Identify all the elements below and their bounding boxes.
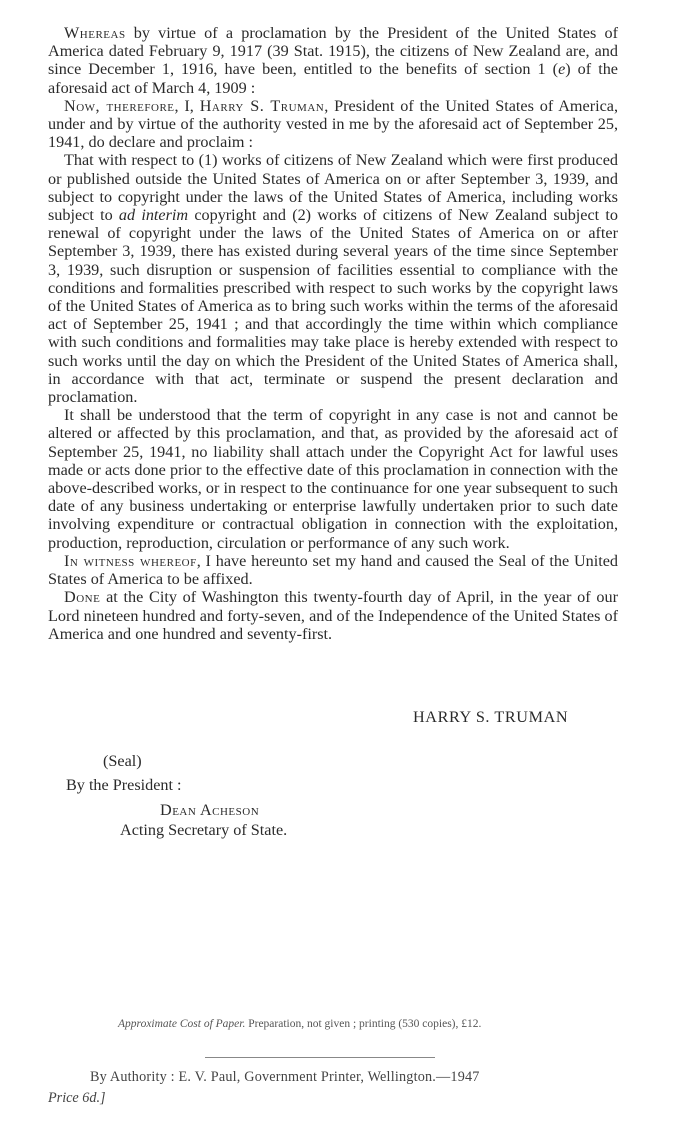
lead-whereas: Whereas — [64, 24, 126, 42]
paragraph-now-therefore — [48, 97, 618, 152]
paragraph-text: by virtue of a proclamation by the President of the United States of America dated February 9, 1917 (39 Stat. 1915), the citizens of New Zealand are, and since December 1, 1916, have been, entitled to the benefits of section 1 ( — [48, 24, 618, 79]
printer-line: By Authority : E. V. Paul, Government Printer, Wellington.—1947 — [90, 1069, 480, 1085]
paragraph-done — [48, 588, 618, 643]
price-line — [48, 1090, 106, 1107]
paragraph-text: , I, — [174, 96, 200, 115]
paragraph-works — [48, 151, 618, 406]
price-value: 6d.] — [78, 1090, 106, 1106]
by-the-president: By the President : — [66, 776, 182, 794]
italic-text: e — [558, 60, 566, 79]
paragraph-understood: It shall be understood that the term of copyright in any case is not and cannot be altered or affected by this proclamation, and that, as provided by the aforesaid act of September 25, 1941, no liability shall attach under the Copyright Act for lawful uses made or acts done prior to the effective date of this proclamation in connection with the above-described works, or in respect to the continuance for one year subsequent to such date of any business undertaking or enterprise lawfully undertaken prior to such date involving expenditure or contractual obligation in connection with the exploitation, production, reproduction, circulation or performance of any such work. — [48, 406, 618, 552]
secretary-name: Dean Acheson — [160, 801, 260, 819]
seal-label: (Seal) — [103, 752, 142, 770]
paragraph-text: , I have hereunto set my hand and caused the Seal of the United States of America to be affixed. — [48, 551, 618, 589]
secretary-title: Acting Secretary of State. — [120, 821, 288, 839]
paragraph-text: at the City of Washington this twenty-fourth day of April, in the year of our Lord nineteen hundred and forty-seven, and of the Independence of the United States of America and one hundred and seventy-first. — [48, 588, 618, 643]
cost-of-paper — [118, 1018, 481, 1030]
lead-in-witness: In witness whereof — [64, 551, 197, 570]
cost-text: Preparation, not given ; printing (530 copies), £12. — [245, 1018, 482, 1030]
price-label: Price — [48, 1090, 79, 1106]
lead-done: Done — [64, 588, 101, 607]
signature-name: HARRY S. TRUMAN — [413, 708, 569, 726]
proclamation-body — [48, 24, 618, 643]
paragraph-text: That with respect to (1) works of citizens of New Zealand which were first produced or published outside the United States of America on or after September 3, 1939, and subject to copyright under the laws of the United States of America, including works subject to — [48, 151, 618, 225]
paragraph-text: ) of the aforesaid act of March 4, 1909 : — [48, 60, 618, 97]
paragraph-whereas — [48, 24, 618, 97]
president-name: Harry S. Truman — [199, 96, 325, 115]
lead-now-therefore: Now, therefore — [64, 96, 175, 115]
paragraph-text: copyright and (2) works of citizens of New Zealand subject to renewal of copyright under the laws of the United States of America on or after September 3, 1939, there has existed during several years of the time since September 3, 1939, such disruption or suspension of facilities essential to compliance with the conditions and formalities prescribed with respect to such works by the copyright laws of the United States of America as to bring such works within the terms of the aforesaid act of September 25, 1941 ; and that accordingly the time within which compliance with such conditions and formalities may take place is hereby extended with respect to such works until the day on which the President of the United States of America shall, in accordance with that act, terminate or suspend the present declaration and proclamation. — [48, 206, 618, 407]
cost-label: Approximate Cost of Paper. — [118, 1018, 246, 1030]
paragraph-witness — [48, 552, 618, 588]
italic-text: ad interim — [118, 206, 189, 225]
divider — [205, 1057, 435, 1058]
paragraph-text: , President of the United States of America, under and by virtue of the authority vested in me by the aforesaid act of September 25, 1941, do declare and proclaim : — [48, 96, 618, 152]
